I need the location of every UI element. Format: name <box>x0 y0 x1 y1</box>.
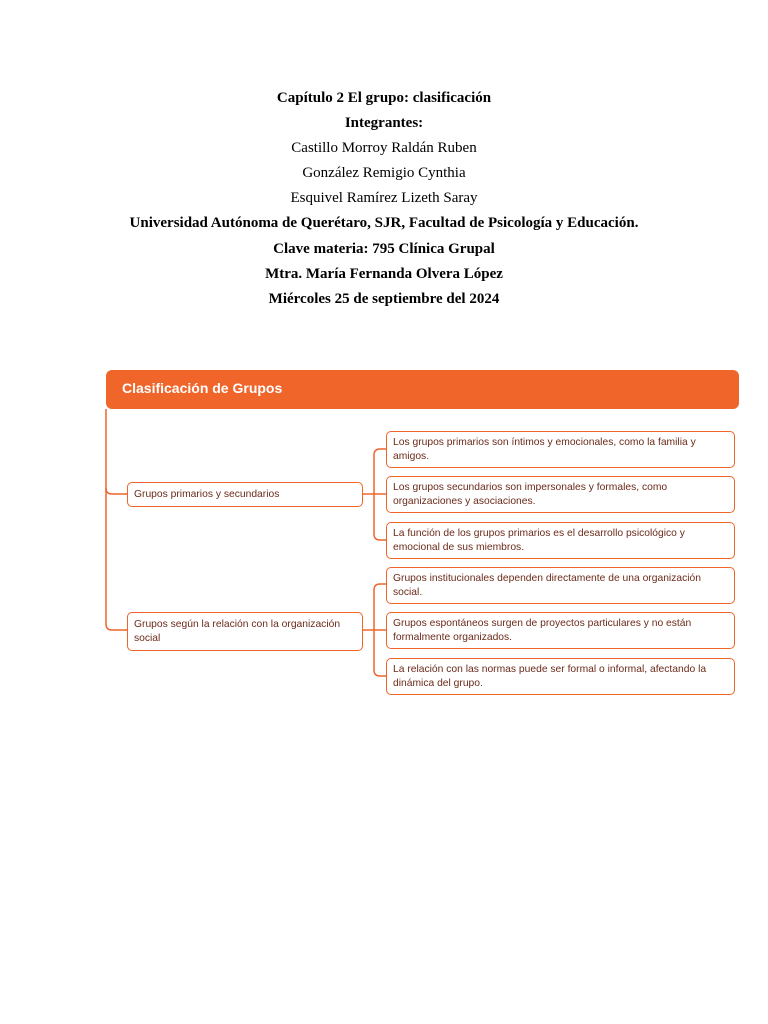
member-name: Esquivel Ramírez Lizeth Saray <box>290 190 478 207</box>
members-label: Integrantes: <box>344 115 424 132</box>
leaf-node <box>386 567 735 604</box>
leaf-node <box>386 612 735 649</box>
leaf-text: Grupos institucionales dependen directamente de una organización social. <box>393 573 701 598</box>
leaf-text: Los grupos secundarios son impersonales y formales, como organizaciones y asociaciones. <box>393 482 668 507</box>
teacher-line: Mtra. María Fernanda Olvera López <box>265 265 503 282</box>
university-line: Universidad Autónoma de Querétaro, SJR, Facultad de Psicología y Educación. <box>129 215 639 232</box>
branch-label: Grupos primarios y secundarios <box>134 488 280 500</box>
branch-node <box>127 482 363 507</box>
course-line: Clave materia: 795 Clínica Grupal <box>273 240 495 257</box>
diagram-title: Clasificación de Grupos <box>122 380 283 396</box>
chapter-title: Capítulo 2 El grupo: clasificación <box>276 90 492 106</box>
branch-label: Grupos según la relación con la organización social <box>134 619 341 644</box>
leaf-node <box>386 522 735 559</box>
leaf-text: Grupos espontáneos surgen de proyectos particulares y no están formalmente organizados. <box>393 618 692 643</box>
date-line: Miércoles 25 de septiembre del 2024 <box>268 290 500 307</box>
member-name: Castillo Morroy Raldán Ruben <box>291 140 477 157</box>
branch-node <box>127 612 363 651</box>
leaf-node <box>386 431 735 468</box>
leaf-node <box>386 658 735 695</box>
diagram-title-bar <box>106 370 739 409</box>
leaf-node <box>386 476 735 513</box>
leaf-text: La función de los grupos primarios es el desarrollo psicológico y emocional de sus miembros. <box>393 528 685 553</box>
member-name: González Remigio Cynthia <box>302 165 466 182</box>
leaf-text: Los grupos primarios son íntimos y emocionales, como la familia y amigos. <box>393 437 696 462</box>
leaf-text: La relación con las normas puede ser formal o informal, afectando la dinámica del grupo. <box>393 664 707 689</box>
